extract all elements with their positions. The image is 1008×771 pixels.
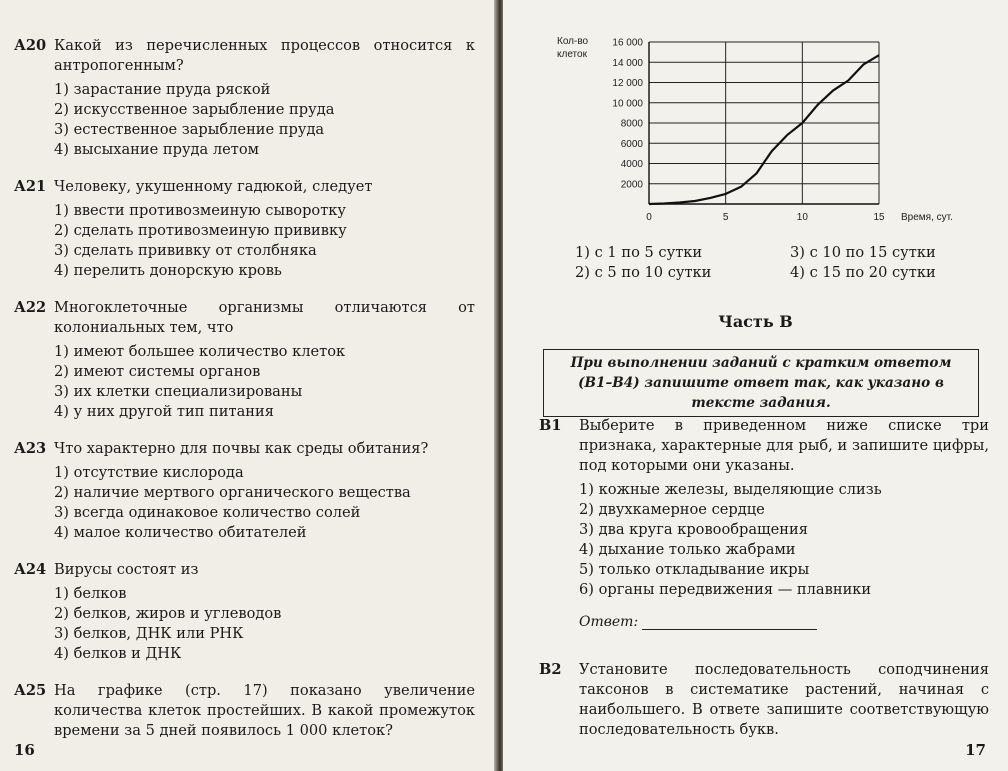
question-А21 xyxy=(14,177,475,281)
answer-option: 1) кожные железы, выделяющие слизь xyxy=(579,481,882,498)
question-А23 xyxy=(14,439,475,543)
chart-y-tick-label: 4000 xyxy=(620,159,643,170)
answer-option: 1) имеют большее количество клеток xyxy=(54,343,346,360)
question-А22 xyxy=(14,298,475,422)
question-options xyxy=(54,463,475,543)
a25-option: 1) с 1 по 5 сутки xyxy=(575,244,703,261)
question-text: Какой из перечисленных процессов относится к антропогенным? xyxy=(54,37,475,74)
answer-option: 2) наличие мертвого органического вещества xyxy=(54,484,411,501)
a25-answer-options xyxy=(575,243,985,283)
answer-option: 3) их клетки специализированы xyxy=(54,383,303,400)
a25-option: 2) с 5 по 10 сутки xyxy=(575,264,712,281)
question-options xyxy=(54,201,475,281)
chart-y-tick-label: 16 000 xyxy=(612,37,643,49)
chart-y-tick-label: 14 000 xyxy=(612,57,643,69)
cell-growth-chart xyxy=(539,30,959,230)
answer-label: Ответ: xyxy=(579,614,639,630)
answer-option: 1) белков xyxy=(54,585,127,602)
answer-option: 4) высыхание пруда летом xyxy=(54,141,259,158)
instructions-box: При выполнении заданий с кратким ответом (В1–В4) запишите ответ так, как указано в тексте задания. xyxy=(543,349,979,417)
question-number: А24 xyxy=(14,561,47,578)
chart-x-tick-label: 5 xyxy=(722,212,729,223)
answer-option: 2) имеют системы органов xyxy=(54,363,261,380)
question-options xyxy=(54,80,475,160)
question-А24 xyxy=(14,560,475,664)
question-number: А21 xyxy=(14,178,47,195)
answer-option: 1) отсутствие кислорода xyxy=(54,464,244,481)
answer-option: 4) малое количество обитателей xyxy=(54,524,307,541)
answer-option: 6) органы передвижения — плавники xyxy=(579,581,872,598)
answer-option: 3) всегда одинаковое количество солей xyxy=(54,504,361,521)
answer-option: 1) зарастание пруда ряской xyxy=(54,81,271,98)
chart-x-tick-label: 15 xyxy=(873,212,885,223)
page-number-left: 16 xyxy=(14,741,35,759)
chart-y-tick-label: 12 000 xyxy=(612,78,643,89)
question-number: В2 xyxy=(539,661,562,678)
question-text: Вирусы состоят из xyxy=(54,561,199,578)
answer-option: 3) два круга кровообращения xyxy=(579,521,808,538)
answer-option: 4) дыхание только жабрами xyxy=(579,541,796,558)
question-number: А25 xyxy=(14,682,47,699)
answer-option: 4) белков и ДНК xyxy=(54,645,182,662)
question-text: Установите последовательность соподчинения таксонов в систематике растений, начиная с наибольшего. В ответе запишите соответствующую последовательность букв. xyxy=(579,661,989,738)
question-text: Человеку, укушенному гадюкой, следует xyxy=(54,178,373,195)
question-number: А20 xyxy=(14,37,47,54)
left-page xyxy=(0,0,497,771)
page-number-right: 17 xyxy=(965,741,986,759)
answer-option: 3) сделать прививку от столбняка xyxy=(54,242,317,259)
question-b2 xyxy=(539,660,989,740)
question-А20 xyxy=(14,36,475,160)
a25-option: 3) с 10 по 15 сутки xyxy=(790,244,936,261)
question-options xyxy=(54,342,475,422)
question-options xyxy=(579,480,989,600)
question-text: Что характерно для почвы как среды обитания? xyxy=(54,440,429,457)
question-number: В1 xyxy=(539,417,562,434)
question-number: А22 xyxy=(14,299,47,316)
answer-option: 3) белков, ДНК или РНК xyxy=(54,625,244,642)
a25-option: 4) с 15 по 20 сутки xyxy=(790,264,936,281)
chart-x-tick-label: 0 xyxy=(646,212,652,223)
chart-x-label: Время, сут. xyxy=(901,212,953,223)
chart-svg xyxy=(539,30,959,230)
chart-y-tick-label: 2000 xyxy=(620,179,643,191)
chart-y-tick-label: 8000 xyxy=(620,118,643,130)
answer-option: 2) искусственное зарыбление пруда xyxy=(54,101,335,118)
answer-option: 2) двухкамерное сердце xyxy=(579,501,765,518)
question-number: А23 xyxy=(14,440,47,457)
question-text: На графике (стр. 17) показано увеличение количества клеток простейших. В какой промежуток времени за 5 дней появилось 1 000 клеток? xyxy=(54,682,475,739)
answer-option: 3) естественное зарыбление пруда xyxy=(54,121,325,138)
answer-field[interactable] xyxy=(642,615,817,630)
part-title: Часть В xyxy=(718,312,793,331)
chart-y-tick-label: 6000 xyxy=(620,138,643,150)
chart-y-label: Кол-во xyxy=(557,36,589,47)
chart-series-line xyxy=(649,55,879,204)
question-text: Выберите в приведенном ниже списке три признака, характерные для рыб, и запишите цифры, под которыми они указаны. xyxy=(579,417,989,474)
question-text: Многоклеточные организмы отличаются от колониальных тем, что xyxy=(54,299,475,336)
answer-option: 1) ввести противозмеиную сыворотку xyxy=(54,202,346,219)
answer-option: 4) у них другой тип питания xyxy=(54,403,274,420)
left-questions xyxy=(14,36,475,741)
chart-y-tick-label: 10 000 xyxy=(612,98,643,110)
question-options xyxy=(54,584,475,664)
chart-y-label: клеток xyxy=(557,49,587,60)
answer-option: 5) только откладывание икры xyxy=(579,561,810,578)
answer-option: 2) белков, жиров и углеводов xyxy=(54,605,282,622)
right-page xyxy=(503,0,1008,771)
answer-line xyxy=(579,614,989,630)
question-А25 xyxy=(14,681,475,741)
answer-option: 4) перелить донорскую кровь xyxy=(54,262,282,279)
question-b1 xyxy=(539,416,989,630)
chart-x-tick-label: 10 xyxy=(796,212,808,223)
answer-option: 2) сделать противозмеиную прививку xyxy=(54,222,347,239)
